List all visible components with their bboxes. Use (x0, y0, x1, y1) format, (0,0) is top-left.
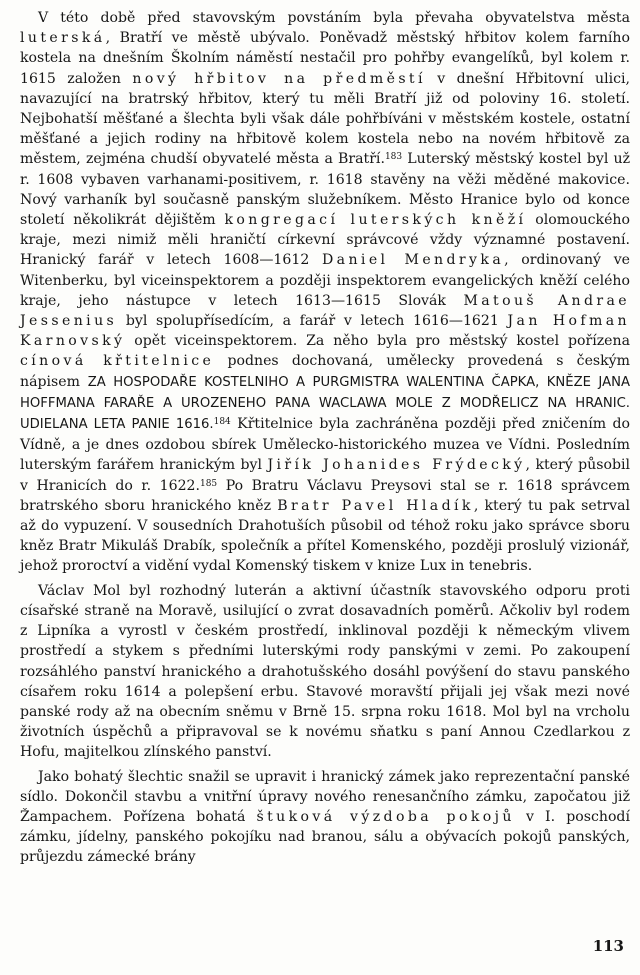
footnote-ref: 185 (199, 478, 218, 489)
footnote-ref: 183 (384, 152, 403, 163)
spaced-term: nový hřbitov na předměstí (132, 70, 426, 87)
page-number: 113 (592, 937, 624, 955)
spaced-term: kongregací luterských kněží (224, 212, 527, 229)
paragraph-3 (20, 767, 630, 868)
spaced-name: Matouš Andrae Jessenius (20, 292, 630, 330)
spaced-term: cínová křtitelnice (20, 353, 215, 370)
inscription-text: ZA HOSPODAŘE KOSTELNIHO A PURGMISTRA WALENTINA ČAPKA, KNĚZE JANA HOFFMANA FARAŘE A UROZENEHO PANA WACLAWA MOLE Z MODŘELICZ NA HRANIC. UDIELANA LETA PANIE 1616. (20, 374, 630, 433)
text-run: Jako bohatý šlechtic snažil se upravit i hranický zámek jako reprezentační panské sídlo. Dokončil stavbu a vnitřní úpravy nového renesančního zámku, započatou již Žampachem. Pořízena bohatá (20, 768, 630, 825)
text-run: Křtitelnice byla zachráněna později před zničením do Vídně, a je dnes ozdobou sbírek Umělecko-historického muzea ve Vídni. Posledním luterským farářem hranickým byl (20, 416, 630, 474)
spaced-term: štuková výzdoba pokojů (256, 808, 515, 825)
text-run: , Bratří ve městě ubývalo. Poněvadž městský hřbitov kolem farního kostela na dnešním Školním náměstí nestačil pro pohřby evangelíků, byl kolem r. 1615 založen (20, 30, 630, 87)
text-run: , ordinovaný ve Witenberku, byl viceinspektorem a později inspektorem evangelických kněží celého kraje, jeho nástupce v letech 1613—1615 Slovák (20, 252, 630, 309)
paragraph-1 (20, 8, 630, 577)
text-run: v dnešní Hřbitovní ulici, navazující na bratrský hřbitov, který tu měli Bratří již od poloviny 16. století. Nejbohatší měšťané a šlechta byli však dále pohřbíváni v městském kostele, ostatní měšťané a jejich rodiny na hřbitově kolem kostela nebo na novém hřbitově za městem, zejména chudší obyvatelé města a Bratří. (20, 70, 630, 168)
text-run: olomouckého kraje, mezi nimiž měli hraničtí církevní správcové vždy významné postavení. Hranický farář v letech 1608—1612 (20, 212, 630, 269)
spaced-term: luterská (20, 30, 106, 47)
paragraph-2: Václav Mol byl rozhodný luterán a aktivní účastník stavovského odporu proti císařské straně na Moravě, usilující o zvrat dosavadních poměrů. Ačkoliv byl rodem z Lipníka a vyrostl v českém prostředí, inklinoval později k německým vlivem prostředí a stykem s předními luterskými rody panskými v zemi. Po zakoupení rozsáhlého panství hranického a drahotušského dosáhl povýšení do stavu panského císařem roku 1614 a polepšení erbu. Stavové moravští přijali jej však mezi nové panské rody až na obecním sněmu v Brně 15. srpna roku 1618. Mol byl na vrcholu životních úspěchů a připravoval se k novému sňatku s paní Annou Czedlarkou z Hofu, majitelkou zlínského panství. (20, 582, 630, 761)
text-run: v I. poschodí zámku, jídelny, panského pokojíku nad branou, sálu a obývacích pokojů panských, průjezdu zámecké brány (20, 808, 630, 866)
text-run: V této době před stavovským povstáním byla převaha obyvatelstva města (38, 10, 630, 26)
text-run: podnes dochovaná, umělecky provedená s českým nápisem (20, 353, 631, 390)
spaced-name: Jiřík Johanides Frýdecký (267, 457, 526, 474)
spaced-name: Jan Hofman Karnovský (20, 313, 630, 350)
spaced-name: Daniel Mendryka (322, 252, 505, 269)
text-run: Po Bratru Václavu Preysovi stal se r. 1618 správcem bratrského sboru hranického kněz (20, 477, 630, 514)
text-run: byl spolupřísedícím, a farář v letech 1616—1621 (117, 313, 508, 330)
text-column (20, 8, 630, 868)
footnote-ref: 184 (213, 417, 231, 428)
text-run: , který tu pak setrval až do vypuzení. V sousedních Drahotuších působil od téhož roku jako správce sboru kněz Bratr Mikuláš Drabík, společník a přítel Komenského, později proslulý vizionář, jehož proroctví a vidění vydal Komenský tiskem v knize Lux in tenebris. (20, 497, 630, 575)
text-run: Luterský městský kostel byl už r. 1608 vybaven varhanami-positivem, r. 1618 stavěny na věži měděné makovice. Nový varhaník byl současně panským služebníkem. Město Hranice bylo od konce století několikrát dějištěm (20, 151, 630, 229)
text-run: , který působil v Hranicích do r. 1622. (20, 457, 630, 494)
spaced-name: Bratr Pavel Hladík (277, 497, 474, 514)
text-run: opět viceinspektorem. Za něho byla pro městský kostel pořízena (125, 333, 630, 350)
